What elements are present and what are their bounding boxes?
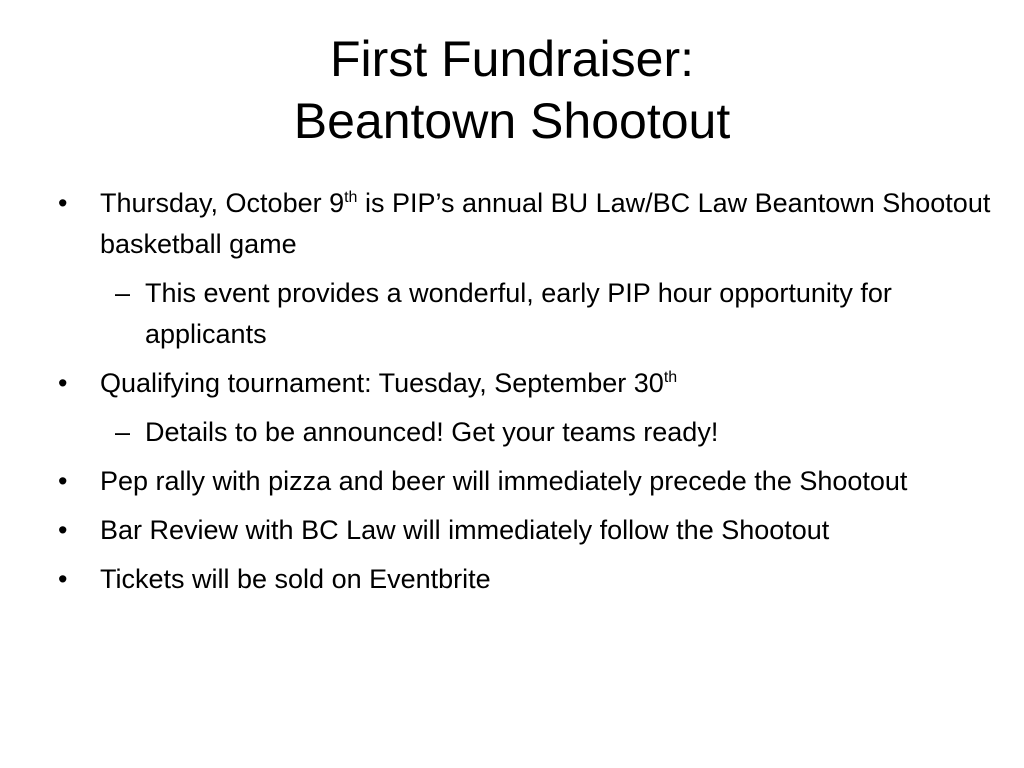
bullet-list: [58, 183, 998, 608]
bullet-item-qualifying: [58, 363, 998, 404]
bullet-item-bar-review: [58, 510, 998, 551]
bullet-item-date: [58, 183, 998, 265]
bullet-text: Thursday, October 9th is PIP’s annual BU Law/BC Law Beantown Shootout basketball game: [100, 188, 991, 259]
bullet-text: Tickets will be sold on Eventbrite: [100, 564, 491, 594]
sub-bullet-item-opportunity: [58, 273, 998, 355]
title-line-2: Beantown Shootout: [293, 93, 731, 149]
bullet-icon: •: [58, 515, 68, 545]
superscript: th: [663, 369, 678, 386]
bullet-icon: •: [58, 466, 68, 496]
superscript: th: [344, 189, 358, 206]
bullet-icon: •: [58, 564, 68, 594]
bullet-icon: •: [58, 188, 68, 218]
dash-icon: –: [115, 278, 131, 308]
slide-title: [0, 28, 1024, 152]
bullet-text: Qualifying tournament: Tuesday, September 30th: [100, 368, 678, 398]
bullet-item-pep-rally: [58, 461, 998, 502]
bullet-text: Pep rally with pizza and beer will immediately precede the Shootout: [100, 466, 908, 496]
bullet-icon: •: [58, 368, 68, 398]
title-line-1: First Fundraiser:: [330, 31, 694, 87]
dash-icon: –: [115, 417, 131, 447]
bullet-text: Details to be announced! Get your teams ready!: [145, 417, 719, 447]
sub-bullet-item-details: [58, 412, 998, 453]
bullet-item-tickets: [58, 559, 998, 600]
bullet-text: Bar Review with BC Law will immediately follow the Shootout: [100, 515, 830, 545]
bullet-text: This event provides a wonderful, early PIP hour opportunity for applicants: [145, 278, 892, 349]
